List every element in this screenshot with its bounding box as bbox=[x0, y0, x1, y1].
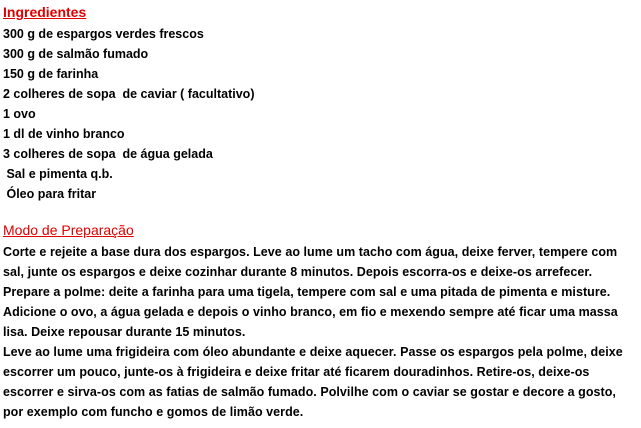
ingredient-item: 1 ovo bbox=[3, 107, 36, 121]
method-step: Leve ao lume uma frigideira com óleo abundante e deixe aquecer. Passe os espargos pela polme, deixe escorrer um pouco, junte-os à frigideira e deixe fritar até ficarem douradinhos. Retire-os, deixe-os escorrer e sirva-os com as fatias de salmão fumado. Polvilhe com o caviar se gostar e decore a gosto, por exemplo com funcho e gomos de limão verde. bbox=[3, 345, 623, 419]
ingredient-item: 150 g de farinha bbox=[3, 67, 99, 81]
method-steps bbox=[3, 242, 637, 422]
ingredient-item: 3 colheres de sopa de água gelada bbox=[3, 147, 213, 161]
method-heading: Modo de Preparação bbox=[3, 222, 134, 238]
section-spacer bbox=[3, 204, 637, 222]
ingredients-list bbox=[3, 24, 637, 204]
method-step: Prepare a polme: deite a farinha para uma tigela, tempere com sal e uma pitada de pimenta e misture. Adicione o ovo, a água gelada e depois o vinho branco, em fio e mexendo sempre até ficar uma massa lisa. Deixe repousar durante 15 minutos. bbox=[3, 285, 618, 339]
ingredient-item: 300 g de salmão fumado bbox=[3, 47, 149, 61]
recipe-document bbox=[3, 4, 637, 422]
ingredient-item: Sal e pimenta q.b. bbox=[3, 167, 113, 181]
method-step: Corte e rejeite a base dura dos espargos. Leve ao lume um tacho com água, deixe ferver, tempere com sal, junte os espargos e deixe cozinhar durante 8 minutos. Depois escorra-os e deixe-os arrefecer. bbox=[3, 245, 618, 279]
ingredients-heading: Ingredientes bbox=[3, 4, 87, 20]
ingredient-item: 300 g de espargos verdes frescos bbox=[3, 27, 204, 41]
ingredient-item: 1 dl de vinho branco bbox=[3, 127, 125, 141]
ingredient-item: Óleo para fritar bbox=[3, 187, 97, 201]
ingredient-item: 2 colheres de sopa de caviar ( facultativo) bbox=[3, 87, 255, 101]
